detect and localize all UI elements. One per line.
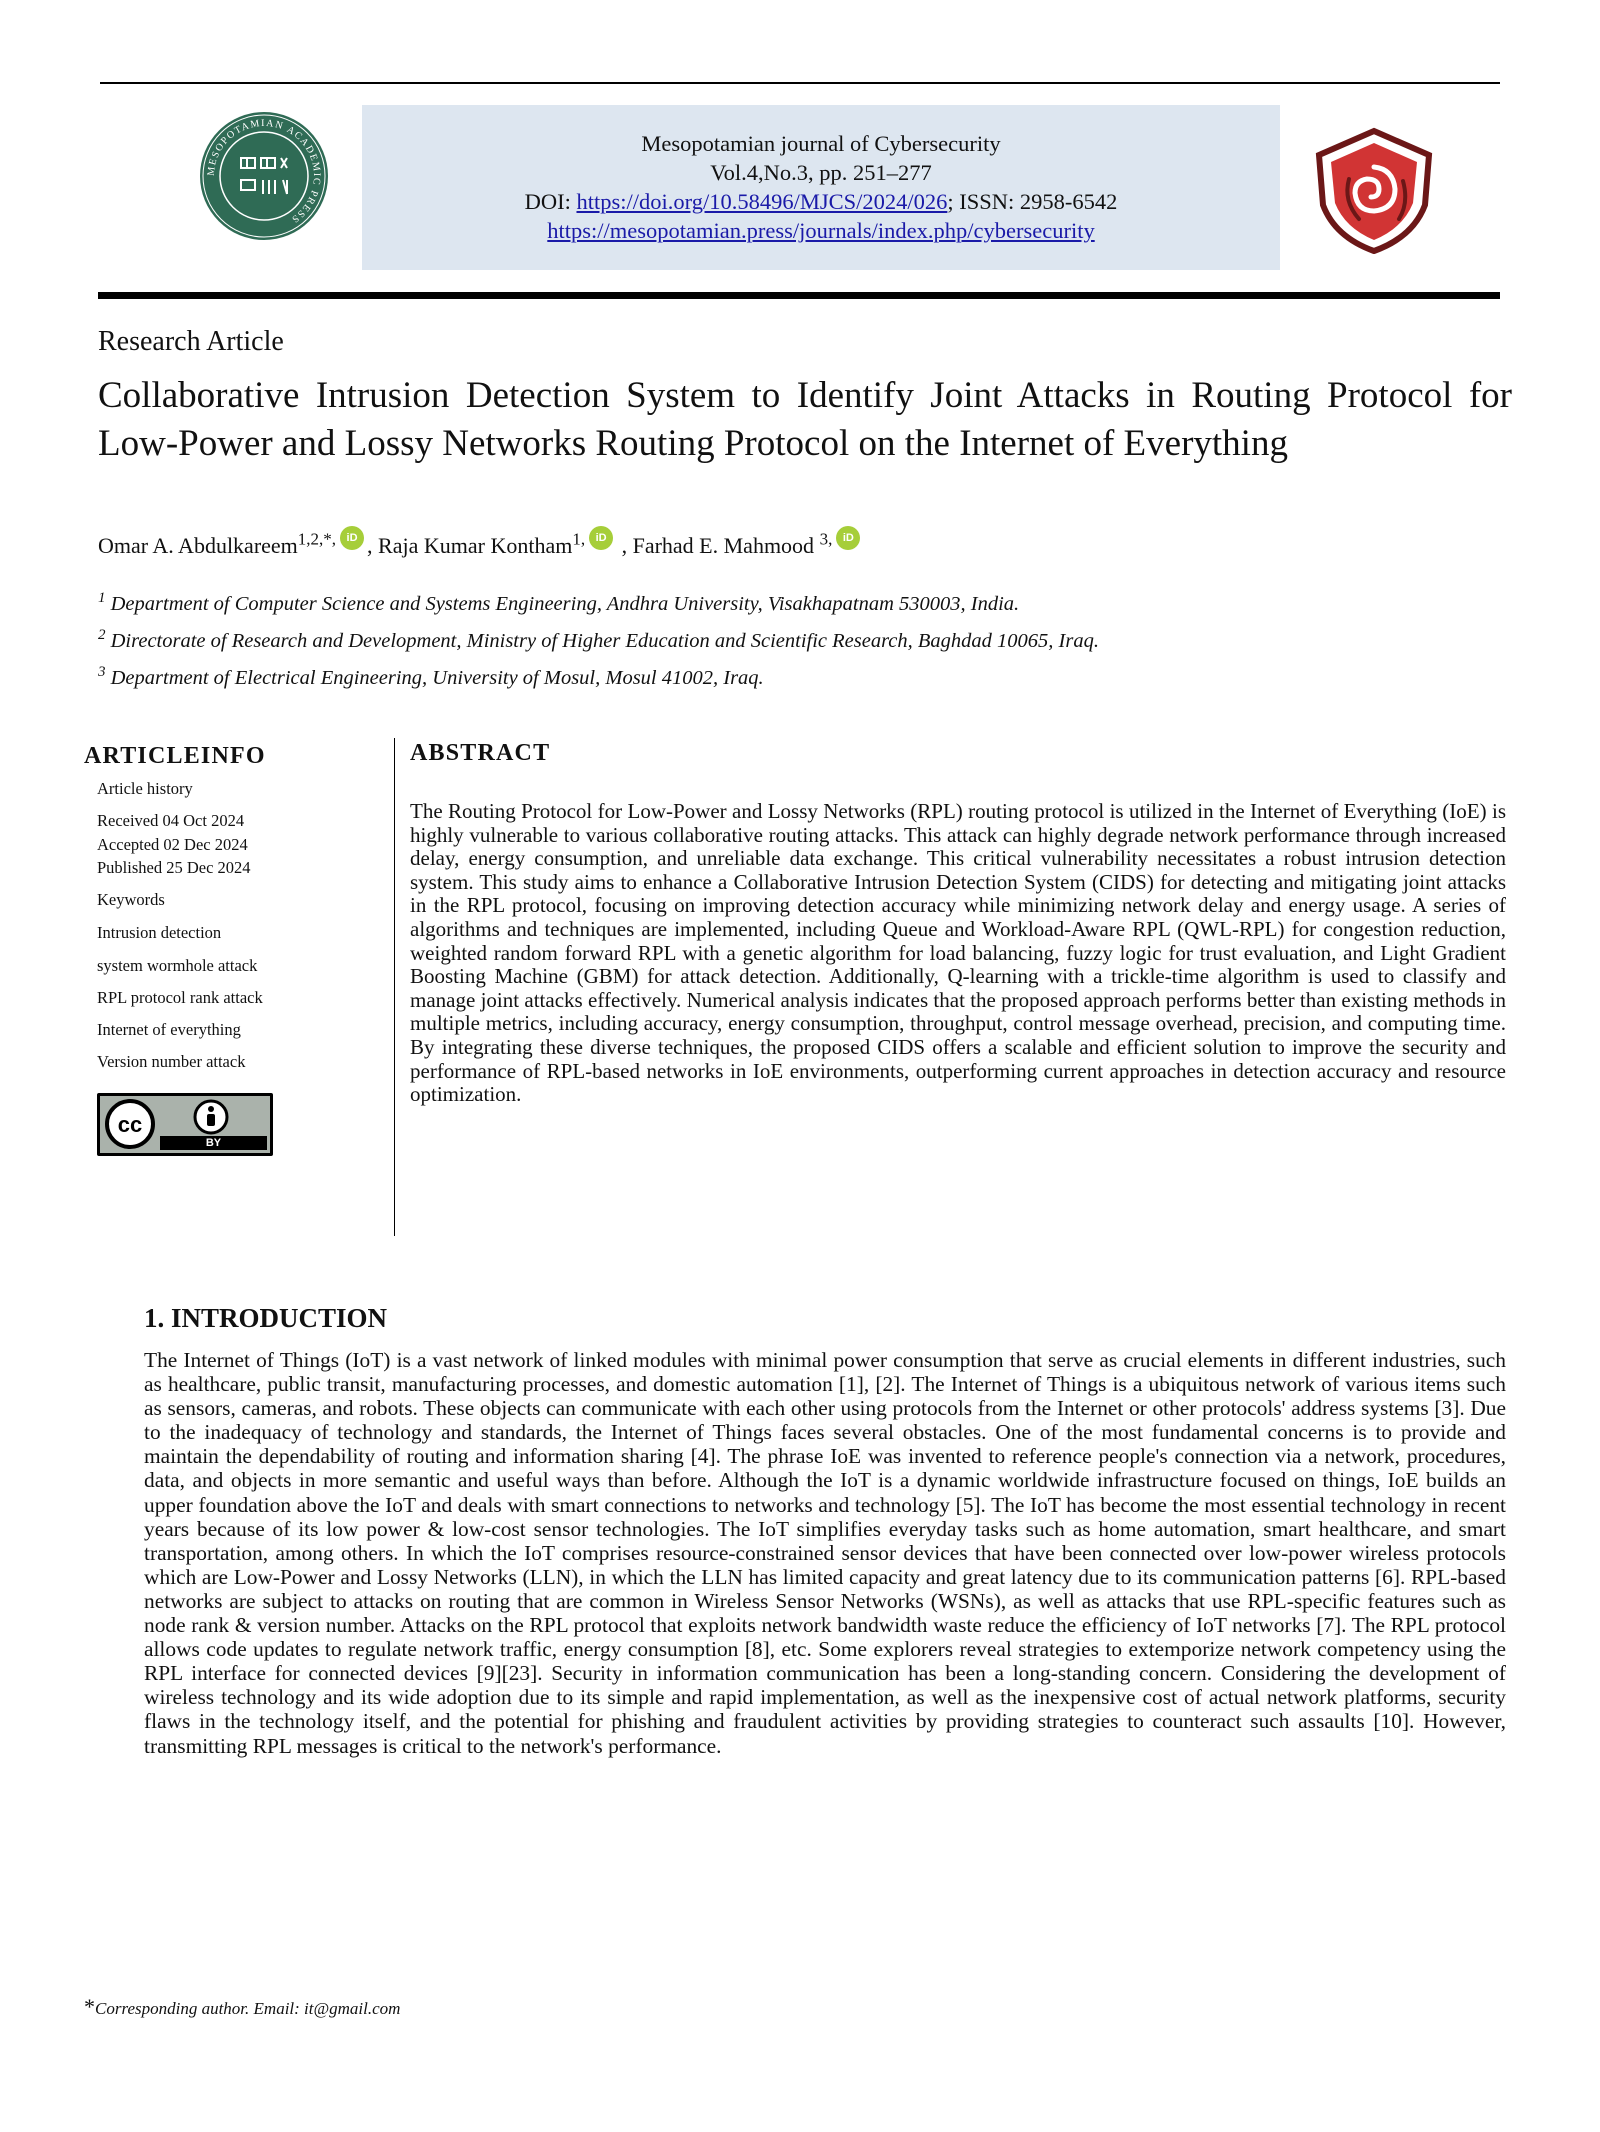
journal-info-box: [362, 105, 1280, 270]
article-title: Collaborative Intrusion Detection System to Identify Joint Attacks in Routing Protocol for Low-Power and Lossy Networks Routing Protocol on the Internet of Everything: [98, 375, 1512, 464]
received-date: Received 04 Oct 2024: [97, 811, 245, 830]
article-history-label: Article history: [97, 779, 193, 798]
author-name: Omar A. Abdulkareem: [98, 533, 298, 558]
affiliation-number: 2: [98, 627, 106, 643]
author-affiliation-marker: 1,: [572, 529, 586, 549]
keywords-label: Keywords: [97, 890, 165, 909]
cc-by-license-badge[interactable]: [97, 1093, 273, 1156]
affiliation-text: Department of Computer Science and Systems Engineering, Andhra University, Visakhapatnam 530003, India.: [110, 592, 1020, 615]
footnote-text: Corresponding author. Email: it@gmail.com: [95, 1999, 401, 2018]
license-by-label: BY: [160, 1136, 267, 1150]
doi-link[interactable]: https://doi.org/10.58496/MJCS/2024/026: [576, 189, 948, 214]
creative-commons-icon: [104, 1098, 156, 1150]
keyword-item: system wormhole attack: [97, 956, 258, 975]
seal-text: MESOPOTAMIAN ACADEMIC PRESS: [205, 117, 323, 226]
article-type: Research Article: [98, 326, 284, 357]
journal-shield-logo: [1313, 127, 1435, 254]
author-affiliation-marker: 1,2,*,: [297, 529, 337, 549]
affiliation-text: Department of Electrical Engineering, University of Mosul, Mosul 41002, Iraq.: [110, 666, 764, 689]
attribution-person-icon: [192, 1098, 230, 1136]
keyword-item: Version number attack: [97, 1052, 246, 1071]
column-divider: [394, 738, 395, 1236]
affiliation: [98, 664, 764, 690]
abstract-text: The Routing Protocol for Low-Power and Lossy Networks (RPL) routing protocol is utilized in the Internet of Everything (IoE) is highly vulnerable to various collaborative routing attacks. This attack can highly degrade network performance through increased delay, energy consumption, and unreliable data exchange. This critical vulnerability necessitates a robust intrusion detection system. This study aims to enhance a Collaborative Intrusion Detection System (CIDS) for detecting and mitigating joint attacks in the RPL protocol, focusing on improving detection accuracy while minimizing network delay and energy usage. A series of algorithms and techniques are implemented, including Queue and Workload-Aware RPL (QWL-RPL) for congestion reduction, weighted random forward RPL with a genetic algorithm for load balancing, fuzzy logic for trust evaluation, and Light Gradient Boosting Machine (GBM) for attack detection. Additionally, Q-learning with a trickle-time algorithm is used to classify and manage joint attacks effectively. Numerical analysis indicates that the proposed approach performs better than existing methods in multiple metrics, including accuracy, energy consumption, throughput, control message overhead, precision, and computing time. By integrating these diverse techniques, the proposed CIDS offers a scalable and efficient solution to improve the security and performance of RPL-based networks in IoE environments, outperforming current approaches in detection accuracy and resource optimization.: [410, 799, 1506, 1107]
article-info-heading: ARTICLEINFO: [84, 743, 266, 769]
affiliation: [98, 590, 1019, 616]
accepted-date: Accepted 02 Dec 2024: [97, 835, 248, 854]
affiliation-number: 3: [98, 664, 106, 680]
journal-url-line: [362, 216, 1280, 245]
author-list: [98, 526, 863, 559]
affiliation-text: Directorate of Research and Development, Ministry of Higher Education and Scientific Research, Baghdad 10065, Iraq.: [110, 629, 1099, 652]
article-info-panel: [84, 743, 374, 1071]
keyword-item: RPL protocol rank attack: [97, 988, 263, 1007]
doi-line: DOI: https://doi.org/10.58496/MJCS/2024/026; ISSN: 2958-6542: [524, 189, 1118, 214]
orcid-icon[interactable]: iD: [589, 526, 613, 550]
footnote-star: *: [84, 1994, 95, 2019]
corresponding-author-footnote: [84, 1994, 400, 2020]
author-name: , Raja Kumar Kontham: [367, 533, 573, 558]
abstract-heading: ABSTRACT: [410, 740, 551, 766]
header-top-rule: [100, 82, 1500, 84]
volume-pages: Vol.4,No.3, pp. 251–277: [710, 160, 932, 185]
introduction-heading: 1. INTRODUCTION: [144, 1303, 388, 1333]
header-bottom-rule: [98, 292, 1500, 299]
affiliation-number: 1: [98, 590, 106, 606]
author-name: , Farhad E. Mahmood: [616, 533, 820, 558]
journal-name: Mesopotamian journal of Cybersecurity: [641, 131, 1001, 156]
journal-url-link[interactable]: https://mesopotamian.press/journals/index.php/cybersecurity: [547, 218, 1095, 243]
publisher-seal-logo: [197, 96, 331, 258]
orcid-icon[interactable]: iD: [340, 526, 364, 550]
introduction-text: The Internet of Things (IoT) is a vast network of linked modules with minimal power consumption that serve as crucial elements in different industries, such as healthcare, public transit, manufacturing processes, and domestic automation [1], [2]. The Internet of Things is a ubiquitous network of various items such as sensors, cameras, and robots. These objects can communicate with each other using protocols from the Internet or other protocols' address systems [3]. Due to the inadequacy of technology and standards, the Internet of Things faces several obstacles. One of the most fundamental concerns is to provide and maintain the dependability of routing and information sharing [4]. The phrase IoE was invented to reference people's connection via a network, procedures, data, and objects in more semantic and useful ways than before. Although the IoT is a dynamic worldwide infrastructure focused on things, IoE builds an upper foundation above the IoT and deals with smart connections to networks and technology [5]. The IoT has become the most essential technology in recent years because of its low power & low-cost sensor technologies. The IoT simplifies everyday tasks such as home automation, smart healthcare, and smart transportation, among others. In which the IoT comprises resource-constrained sensor devices that have been connected over low-power wireless protocols which are Low-Power and Lossy Networks (LLN), in which the LLN has limited capacity and great latency due to its communication patterns [6]. RPL-based networks are subject to attacks on routing that are common in Wireless Sensor Networks (WSNs), as well as attacks that use RPL-specific features such as node rank & version number. Attacks on the RPL protocol that exploits network bandwidth waste reduce the efficiency of IoT networks [7]. The RPL protocol allows code updates to regulate network traffic, energy consumption [8], etc. Some explorers reveal strategies to extemporize network competency using the RPL interface for connected devices [9][23]. Security in information communication has been a long-standing concern. Considering the development of wireless technology and its wide adoption due to its simple and rapid implementation, as well as the inexpensive cost of actual network platforms, security flaws in the technology itself, and the potential for phishing and fraudulent activities by providing strategies to counteract such assaults [10]. However, transmitting RPL messages is critical to the network's performance.: [144, 1348, 1506, 1758]
svg-text:cc: cc: [117, 1112, 143, 1137]
published-date: Published 25 Dec 2024: [97, 858, 251, 877]
keyword-item: Intrusion detection: [97, 923, 222, 942]
affiliation: [98, 627, 1099, 653]
keyword-item: Internet of everything: [97, 1020, 241, 1039]
author-affiliation-marker: 3,: [819, 529, 833, 549]
orcid-icon[interactable]: iD: [836, 526, 860, 550]
